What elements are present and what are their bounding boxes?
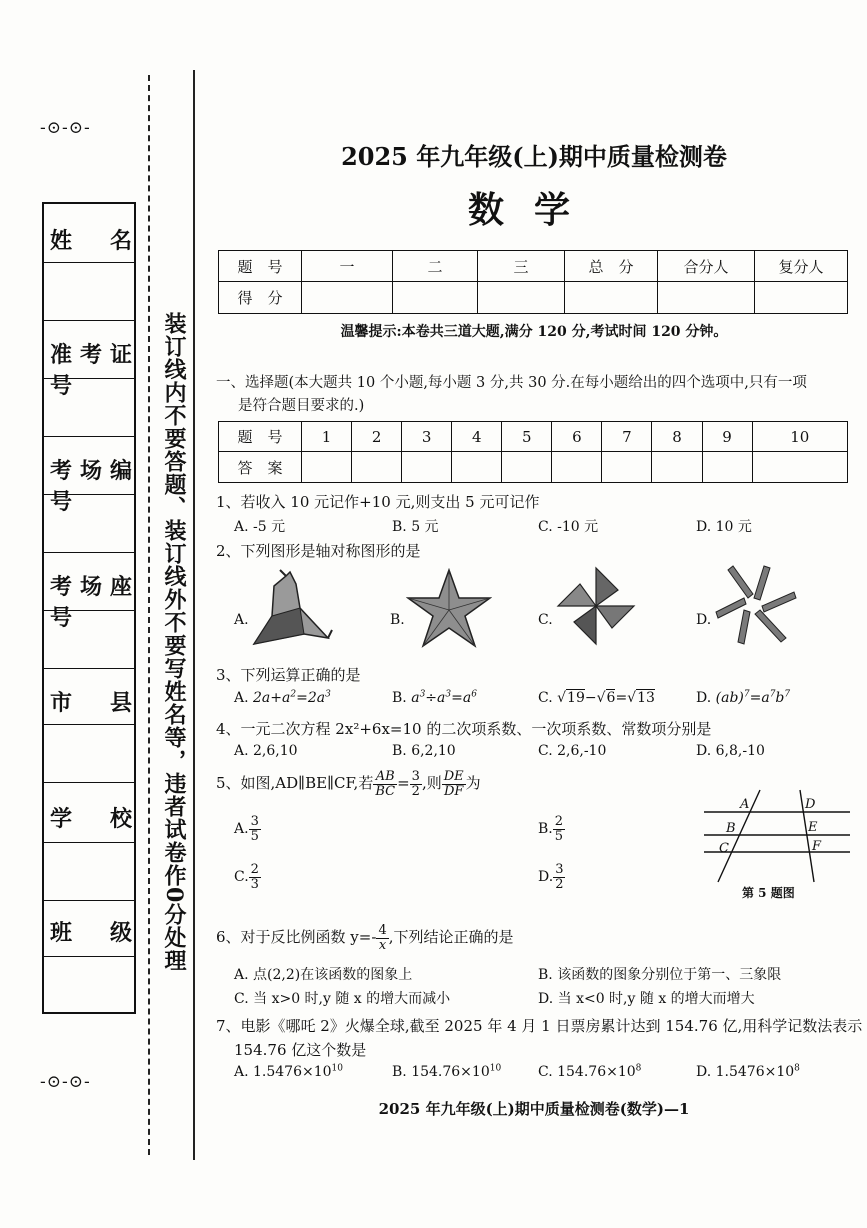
q5-option-b: B. $\frac{2}{5}$ — [538, 814, 564, 844]
answer-cell[interactable] — [702, 452, 752, 483]
answer-row-label: 答 案 — [219, 452, 302, 483]
q5-figure-caption: 第 5 题图 — [742, 886, 795, 900]
answer-number: 2 — [352, 422, 402, 452]
score-header-cell: 二 — [393, 251, 478, 282]
city-county-label: 市 县 — [50, 690, 132, 716]
q2-figure-c — [556, 566, 636, 646]
seat-label: 考场座号 — [50, 574, 132, 631]
q4-option-d: D. 6,8,-10 — [696, 743, 765, 759]
section-heading-cont: 是符合题目要求的.) — [238, 398, 365, 414]
q2-option-a: A. — [234, 612, 249, 628]
q7-stem-cont: 154.76 亿这个数是 — [234, 1041, 367, 1059]
answer-cell[interactable] — [452, 452, 502, 483]
score-cell[interactable] — [478, 282, 565, 314]
score-header-cell: 一 — [302, 251, 393, 282]
binding-notice: 装订线内不要答题、装订线外不要写姓名等，违者试卷作0分处理 — [161, 312, 187, 973]
q6-option-b: B. 该函数的图象分别位于第一、三象限 — [538, 967, 782, 983]
answer-number: 9 — [702, 422, 752, 452]
q4-option-c: C. 2,6,-10 — [538, 743, 607, 759]
page-footer: 2025 年九年级(上)期中质量检测卷(数学)—1 — [378, 1100, 690, 1118]
answer-table — [218, 421, 848, 483]
class-field[interactable] — [44, 956, 134, 1012]
q1-option-c: C. -10 元 — [538, 519, 599, 535]
class-label: 班 级 — [50, 920, 132, 946]
score-header-cell: 复分人 — [755, 251, 848, 282]
q5-point-d: D — [805, 797, 816, 812]
q7-stem: 7、电影《哪吒 2》火爆全球,截至 2025 年 4 月 1 日票房累计达到 154.76 亿,用科学记数法表示 — [216, 1017, 863, 1035]
answer-number: 4 — [452, 422, 502, 452]
name-field[interactable] — [44, 262, 134, 320]
school-field[interactable] — [44, 842, 134, 900]
score-table — [218, 250, 848, 314]
section-heading: 一、选择题(本大题共 10 个小题,每小题 3 分,共 30 分.在每小题给出的四个选项中,只有一项 — [216, 375, 807, 391]
seat-field[interactable] — [44, 610, 134, 668]
q1-stem: 1、若收入 10 元记作+10 元,则支出 5 元可记作 — [216, 493, 540, 511]
score-header-cell: 总 分 — [565, 251, 658, 282]
exam-id-label: 准考证号 — [50, 342, 132, 399]
q2-figure-a — [246, 568, 336, 650]
q2-option-b: B. — [390, 612, 405, 628]
q2-option-d: D. — [696, 612, 712, 628]
answer-number: 7 — [602, 422, 652, 452]
q3-option-a: A. $2a+a^2=2a^3$ — [234, 689, 331, 706]
q4-option-a: A. 2,6,10 — [234, 743, 298, 759]
answer-header-label: 题 号 — [219, 422, 302, 452]
q3-option-b: B. $a^3\div a^3=a^6$ — [392, 689, 477, 706]
city-county-field[interactable] — [44, 724, 134, 782]
q5-point-a: A — [740, 797, 750, 812]
q6-stem: 6、对于反比例函数 y=- $\frac{4}{x}$ ,下列结论正确的是 — [216, 923, 514, 953]
q6-option-c: C. 当 x>0 时,y 随 x 的增大而减小 — [234, 991, 451, 1007]
q5-stem: 5、如图,AD∥BE∥CF,若 $\frac{AB}{BC}$ = $\frac{3}{2}$ ,则 $\frac{DE}{DF}$ 为 — [216, 769, 481, 799]
binding-line — [193, 70, 195, 1160]
q5-point-e: E — [808, 820, 818, 835]
score-header-cell: 题 号 — [219, 251, 302, 282]
score-header-cell: 合分人 — [658, 251, 755, 282]
q2-figure-b — [406, 568, 492, 650]
answer-cell[interactable] — [502, 452, 552, 483]
exam-room-label: 考场编号 — [50, 458, 132, 515]
score-cell[interactable] — [302, 282, 393, 314]
q1-option-b: B. 5 元 — [392, 519, 439, 535]
bottom-decoration: -⊙-⊙- — [40, 1072, 91, 1092]
answer-number: 1 — [302, 422, 352, 452]
q5-point-c: C — [719, 841, 729, 856]
q2-stem: 2、下列图形是轴对称图形的是 — [216, 542, 421, 560]
score-row-label: 得 分 — [219, 282, 302, 314]
q7-option-d: D. $1.5476\times 10^8$ — [696, 1063, 800, 1080]
exam-notice: 温馨提示:本卷共三道大题,满分 120 分,考试时间 120 分钟。 — [340, 324, 728, 340]
score-cell[interactable] — [755, 282, 848, 314]
score-header-cell: 三 — [478, 251, 565, 282]
school-label: 学 校 — [50, 806, 132, 832]
q7-option-c: C. $154.76\times 10^8$ — [538, 1063, 642, 1080]
exam-room-field[interactable] — [44, 494, 134, 552]
q5-point-f: F — [812, 839, 822, 854]
exam-id-field[interactable] — [44, 378, 134, 436]
q5-option-a: A. $\frac{3}{5}$ — [234, 814, 259, 844]
candidate-info-box — [42, 202, 136, 1014]
answer-number: 10 — [752, 422, 847, 452]
q3-option-d: D. $(ab)^7=a^7b^7$ — [696, 689, 791, 706]
answer-number: 3 — [402, 422, 452, 452]
q5-point-b: B — [726, 821, 736, 836]
answer-number: 5 — [502, 422, 552, 452]
q1-option-a: A. -5 元 — [234, 519, 286, 535]
answer-cell[interactable] — [402, 452, 452, 483]
subject-title: 数学 — [467, 189, 600, 231]
score-cell[interactable] — [658, 282, 755, 314]
answer-number: 6 — [552, 422, 602, 452]
name-label: 姓 名 — [50, 228, 132, 254]
answer-cell[interactable] — [352, 452, 402, 483]
top-decoration: -⊙-⊙- — [40, 118, 91, 138]
q5-option-c: C. $\frac{2}{3}$ — [234, 862, 259, 892]
answer-cell[interactable] — [552, 452, 602, 483]
q3-option-c: C. √19−√6=√13 — [538, 690, 655, 706]
exam-title: 2025 年九年级(上)期中质量检测卷 — [341, 142, 727, 171]
q4-option-b: B. 6,2,10 — [392, 743, 456, 759]
q2-option-c: C. — [538, 612, 553, 628]
q4-stem: 4、一元二次方程 2x²+6x=10 的二次项系数、一次项系数、常数项分别是 — [216, 720, 712, 738]
answer-cell[interactable] — [652, 452, 702, 483]
q6-option-a: A. 点(2,2)在该函数的图象上 — [234, 967, 413, 983]
dashed-binding-line — [148, 75, 150, 1155]
score-cell[interactable] — [565, 282, 658, 314]
answer-cell[interactable] — [752, 452, 847, 483]
score-cell[interactable] — [393, 282, 478, 314]
q6-option-d: D. 当 x<0 时,y 随 x 的增大而增大 — [538, 991, 755, 1007]
answer-cell[interactable] — [302, 452, 352, 483]
q3-stem: 3、下列运算正确的是 — [216, 666, 361, 684]
q5-figure — [700, 788, 852, 884]
q7-option-a: A. $1.5476\times 10^{10}$ — [234, 1063, 343, 1080]
answer-cell[interactable] — [602, 452, 652, 483]
q1-option-d: D. 10 元 — [696, 519, 752, 535]
answer-number: 8 — [652, 422, 702, 452]
q2-figure-d — [714, 562, 798, 648]
q7-option-b: B. $154.76\times 10^{10}$ — [392, 1063, 502, 1080]
q5-option-d: D. $\frac{3}{2}$ — [538, 862, 564, 892]
